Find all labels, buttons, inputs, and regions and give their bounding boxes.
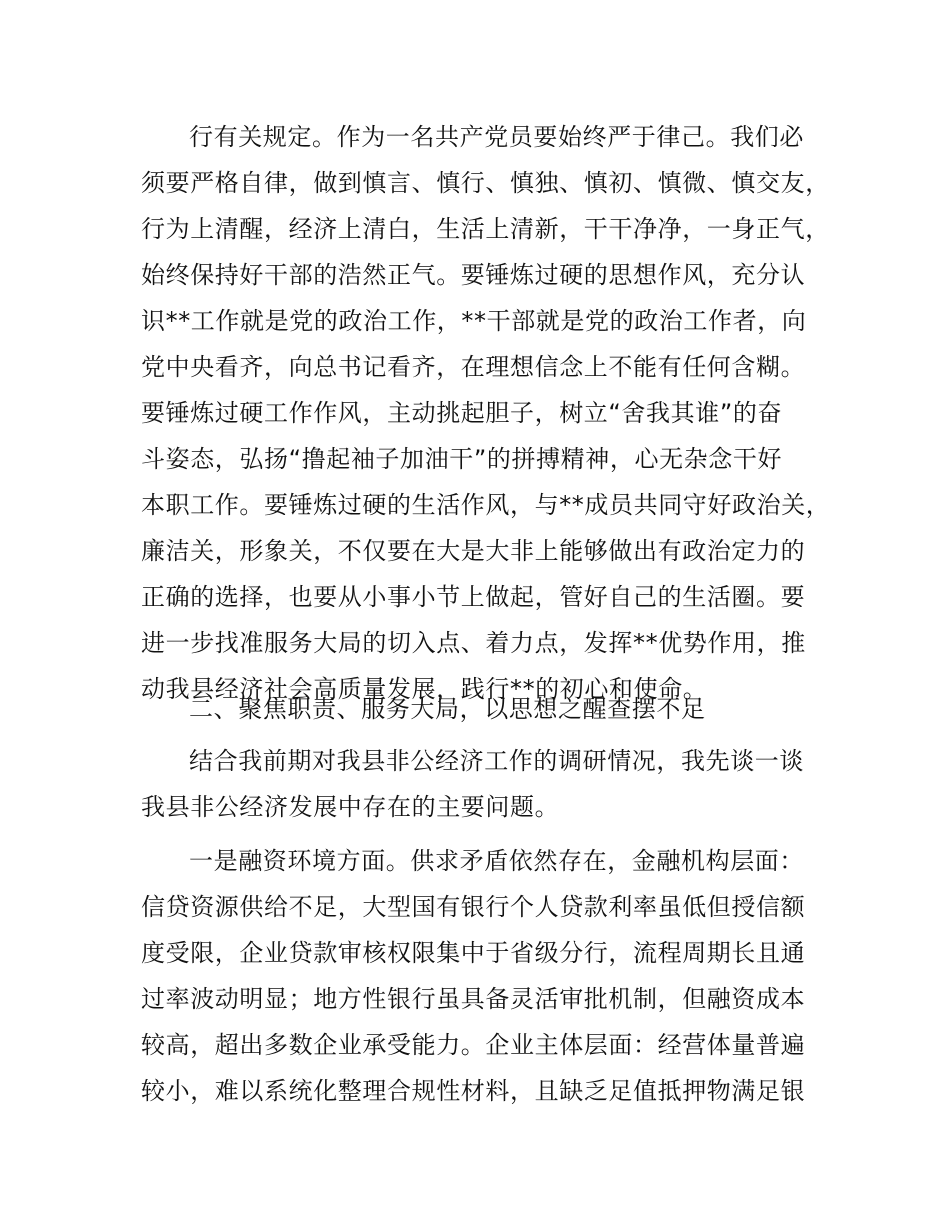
heading-line: 二、聚焦职责、服务大局，以思想之醒查摆不足 (189, 695, 706, 723)
text-line: 须要严格自律，做到慎言、慎行、慎独、慎初、慎微、慎交友， (141, 169, 830, 197)
text-line: 较小，难以系统化整理合规性材料，且缺乏足值抵押物满足银 (141, 1077, 806, 1105)
text-line: 要锤炼过硬工作作风，主动挑起胆子，树立“舍我其谁”的奋 (141, 399, 783, 427)
text-line: 党中央看齐，向总书记看齐，在理想信念上不能有任何含糊。 (141, 353, 806, 381)
text-line: 过率波动明显；地方性银行虽具备灵活审批机制，但融资成本 (141, 985, 806, 1013)
text-line: 较高，超出多数企业承受能力。企业主体层面：经营体量普遍 (141, 1031, 806, 1059)
text-line: 我县非公经济发展中存在的主要问题。 (141, 793, 560, 821)
text-line: 一是融资环境方面。供求矛盾依然存在，金融机构层面： (189, 847, 804, 875)
section-heading (141, 686, 841, 732)
paragraph-survey-intro (141, 738, 841, 830)
text-line: 行为上清醒，经济上清白，生活上清新，干干净净，一身正气， (141, 215, 830, 243)
text-line: 廉洁关，形象关，不仅要在大是大非上能够做出有政治定力的 (141, 537, 806, 565)
text-line: 动我县经济社会高质量发展，践行**的初心和使命。 (141, 675, 708, 703)
paragraph-conduct (141, 114, 841, 712)
text-line: 进一步找准服务大局的切入点、着力点，发挥**优势作用，推 (141, 629, 806, 657)
text-line: 度受限，企业贷款审核权限集中于省级分行，流程周期长且通 (141, 939, 806, 967)
text-line: 识**工作就是党的政治工作，**干部就是党的政治工作者，向 (141, 307, 807, 335)
text-line: 斗姿态，弘扬“撸起袖子加油干”的拼搏精神，心无杂念干好 (141, 445, 783, 473)
text-line: 本职工作。要锤炼过硬的生活作风，与**成员共同守好政治关， (141, 491, 831, 519)
text-line: 正确的选择，也要从小事小节上做起，管好自己的生活圈。要 (141, 583, 806, 611)
text-line: 结合我前期对我县非公经济工作的调研情况，我先谈一谈 (189, 747, 804, 775)
text-line: 行有关规定。作为一名共产党员要始终严于律己。我们必 (189, 123, 804, 151)
paragraph-financing (141, 838, 841, 1114)
text-line: 信贷资源供给不足，大型国有银行个人贷款利率虽低但授信额 (141, 893, 806, 921)
text-line: 始终保持好干部的浩然正气。要锤炼过硬的思想作风，充分认 (141, 261, 806, 289)
